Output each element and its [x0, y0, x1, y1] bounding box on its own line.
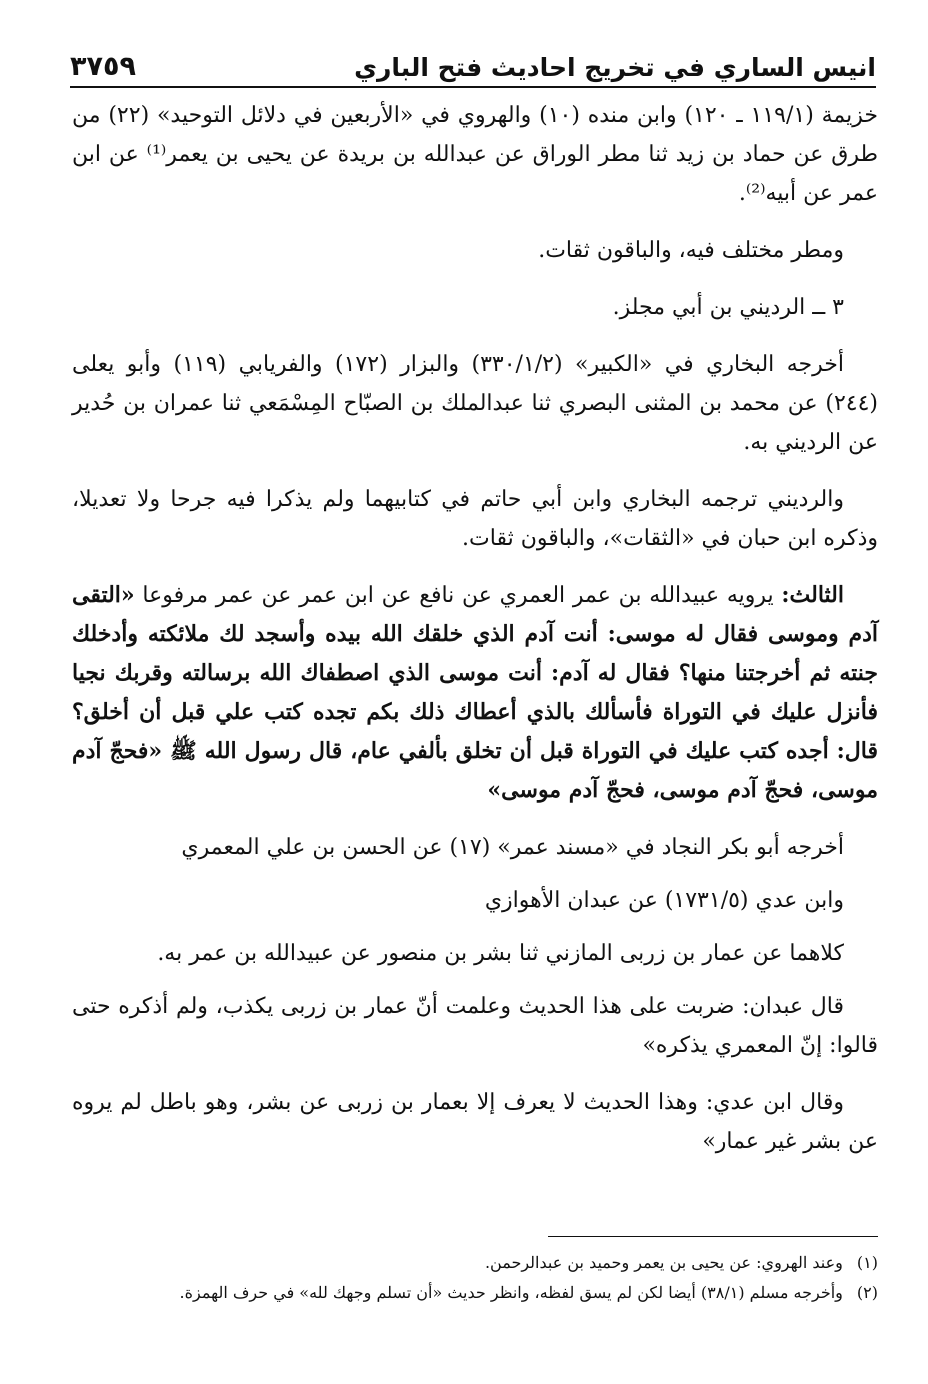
page-header [70, 38, 876, 88]
paragraph-third [72, 576, 878, 810]
third-label: الثالث: [781, 582, 844, 608]
paragraph-ibn-adi: وابن عدي (١٧٣١/٥) عن عبدان الأهوازي [484, 888, 844, 913]
paragraph-khuzayma: خزيمة (١١٩/١ ـ ١٢٠) وابن منده (١٠) والهروي في «الأربعين في دلائل التوحيد» (٢٢) من طرق عن حماد بن زيد ثنا مطر الوراق عن عبدالله بن بريدة عن يحيى بن يعمر⁽¹⁾ عن ابن عمر عن أبيه⁽²⁾. [72, 103, 878, 206]
footnote [72, 1248, 878, 1278]
main-text [72, 96, 878, 1179]
paragraph-matar: ومطر مختلف فيه، والباقون ثقات. [538, 238, 844, 263]
footnote-number: (٢) [856, 1283, 878, 1302]
paragraph-bukhari: أخرجه البخاري في «الكبير» (٣٣٠/١/٢) والبزار (١٧٢) والفريابي (١١٩) وأبو يعلى (٢٤٤) عن محمد بن المثنى البصري ثنا عبدالملك بن الصبّاح المِسْمَعي ثنا عمران بن حُدير عن الرديني به. [72, 352, 878, 455]
footnote-text: وأخرجه مسلم (٣٨/١) أيضا لكن لم يسق لفظه، وانظر حديث «أن تسلم وجهك لله» في حرف الهمزة. [179, 1283, 843, 1302]
footnotes [72, 1248, 878, 1308]
paragraph-ibn-adi-quote: وقال ابن عدي: وهذا الحديث لا يعرف إلا بعمار بن زربى عن بشر، وهو باطل لم يروه عن بشر غير عمار» [72, 1090, 878, 1154]
paragraph-najjad: أخرجه أبو بكر النجاد في «مسند عمر» (١٧) عن الحسن بن علي المعمري [181, 835, 844, 860]
page-number: ٣٧٥٩ [70, 51, 136, 82]
paragraph-kilahuma: كلاهما عن عمار بن زربى المازني ثنا بشر بن منصور عن عبيدالله بن عمر به. [157, 941, 844, 966]
running-title: انيس الساري في تخريج احاديث فتح الباري [354, 53, 876, 82]
footnote-number: (١) [856, 1253, 878, 1272]
paragraph-abdan: قال عبدان: ضربت على هذا الحديث وعلمت أنّ عمار بن زربى يكذب، ولم أذكره حتى قالوا: إنّ المعمري يذكره» [72, 994, 878, 1058]
paragraph-radini: والرديني ترجمه البخاري وابن أبي حاتم في كتابيهما ولم يذكرا فيه جرحا ولا تعديلا، وذكره ابن حبان في «الثقات»، والباقون ثقات. [72, 487, 878, 551]
footnote [72, 1278, 878, 1308]
third-intro: يرويه عبيدالله بن عمر العمري عن نافع عن ابن عمر عن عمر مرفوعا [134, 583, 782, 608]
hadith-text: «التقى آدم وموسى فقال له موسى: أنت آدم الذي خلقك الله بيده وأسجد لك ملائكته وأدخلك جنته ثم أخرجتنا منها؟ فقال له آدم: أنت موسى الذي اصطفاك الله برسالته وقربك نجيا فأنزل عليك في التوراة فأسألك بالذي أعطاك ذلك بكم تجده كتب علي قبل أن أخلق؟ قال: أجده كتب عليك في التوراة قبل أن تخلق بألفي عام، قال رسول الله ﷺ «فحجّ آدم موسى، فحجّ آدم موسى، فحجّ آدم موسى» [72, 582, 878, 803]
section-heading-radini: ٣ ــ الرديني بن أبي مجلز. [612, 295, 844, 320]
footnote-text: وعند الهروي: عن يحيى بن يعمر وحميد بن عبدالرحمن. [484, 1253, 843, 1272]
footnote-divider [548, 1236, 878, 1237]
